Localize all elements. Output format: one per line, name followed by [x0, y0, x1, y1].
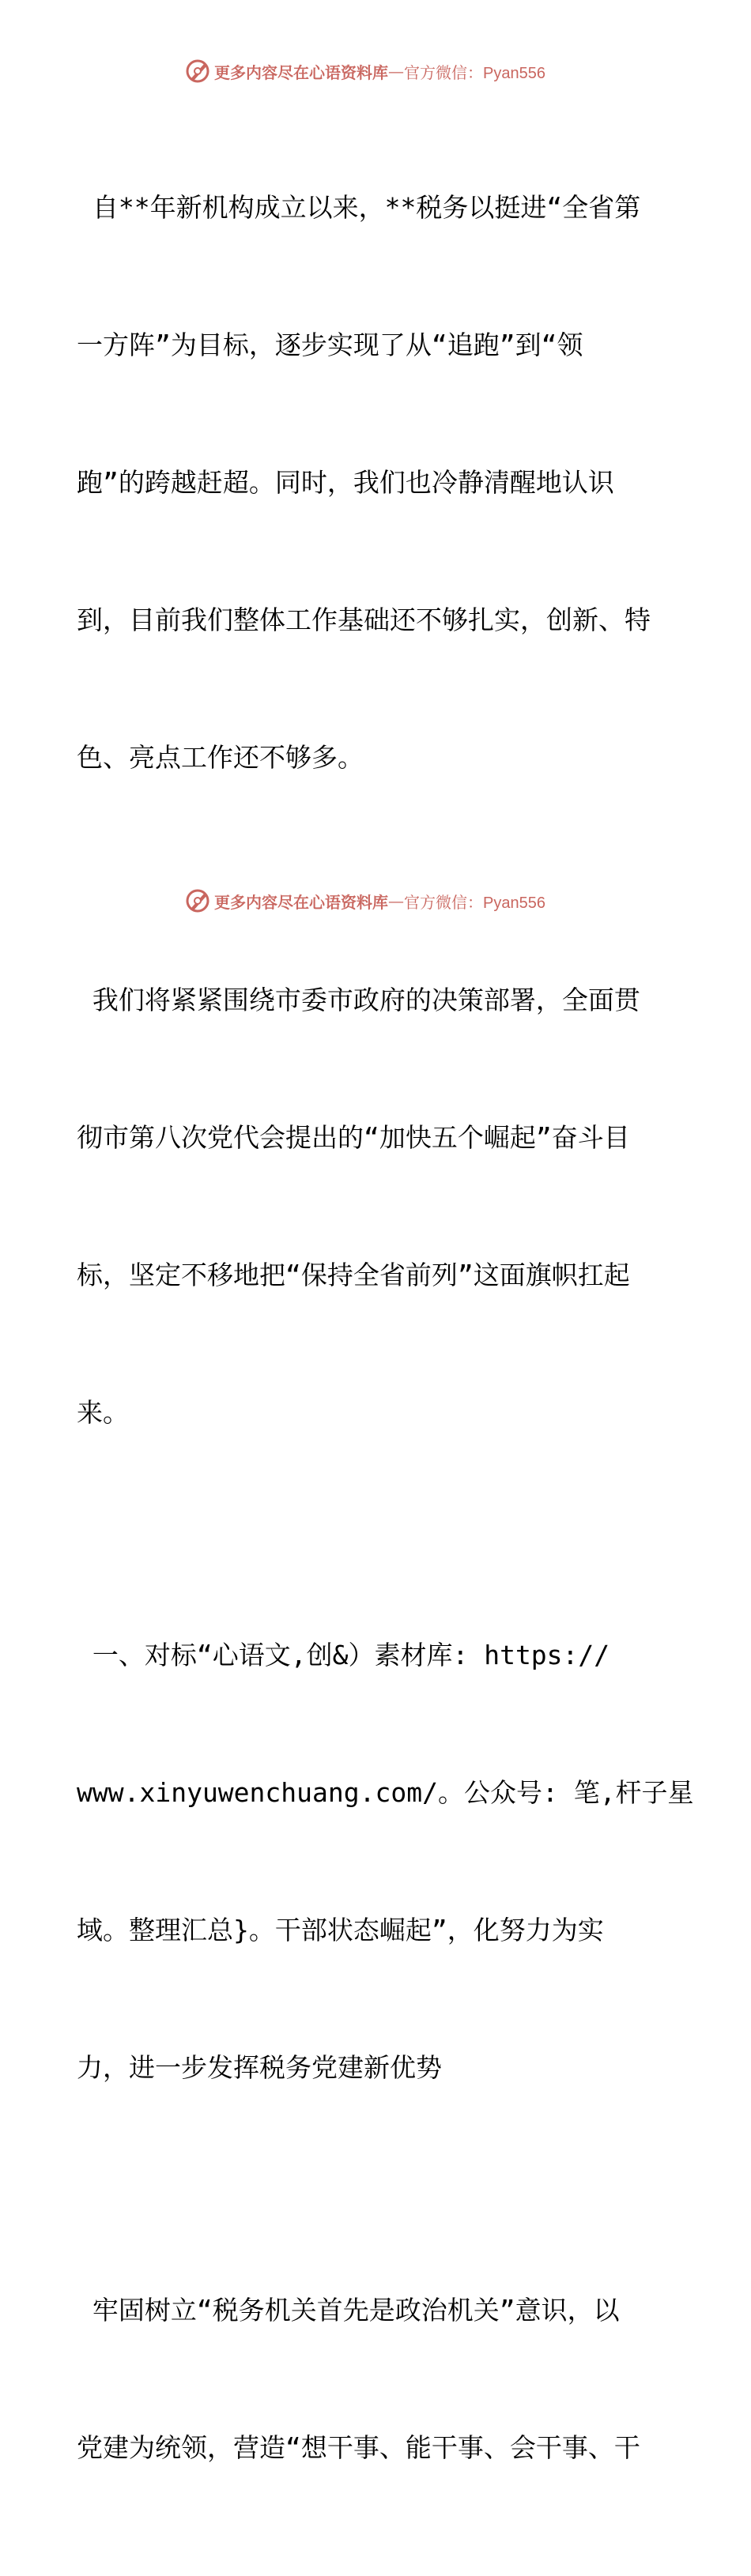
paragraph-4 [77, 2196, 677, 2563]
text-line: 彻市第八次党代会提出的“加快五个崛起”奋斗目 [77, 1122, 630, 1153]
pen-circle-logo-icon [184, 887, 211, 914]
text-line: 域。整理汇总}。干部状态崛起”，化努力为实 [77, 1915, 604, 1945]
pen-circle-logo-icon [184, 58, 211, 85]
text-line: 党建为统领，营造“想干事、能干事、会干事、干 [77, 2432, 640, 2463]
text-line: www.xinyuwenchuang.com/。公众号: 笔,杆子星 [77, 1777, 694, 1808]
text-line: 自**年新机构成立以来，**税务以挺进“全省第 [77, 192, 641, 223]
banner-brand-text: 更多内容尽在心语资料库 [214, 892, 388, 912]
paragraph-3 [77, 1541, 694, 2182]
footer-banner [184, 885, 545, 917]
header-banner [184, 55, 545, 87]
text-line: 一、对标“心语文,创&）素材库: https:// [77, 1640, 610, 1670]
banner-brand-text: 更多内容尽在心语资料库 [214, 62, 388, 82]
banner-wechat-text: 官方微信：Pyan556 [404, 64, 545, 82]
text-line: 来。 [77, 1397, 129, 1428]
text-line: 一方阵”为目标，逐步实现了从“追跑”到“领 [77, 330, 583, 360]
banner-separator: — [388, 891, 404, 910]
banner-separator: — [388, 62, 404, 81]
paragraph-1 [77, 93, 677, 872]
banner-wechat-text: 官方微信：Pyan556 [404, 894, 545, 912]
document-body [77, 93, 694, 2576]
text-line: 力，进一步发挥税务党建新优势 [77, 2052, 442, 2083]
text-line: 牢固树立“税务机关首先是政治机关”意识，以 [77, 2295, 620, 2326]
paragraph-2 [77, 886, 677, 1527]
text-line: 标，坚定不移地把“保持全省前列”这面旗帜扛起 [77, 1260, 630, 1290]
text-line: 到，目前我们整体工作基础还不够扎实，创新、特 [77, 604, 651, 635]
text-line: 我们将紧紧围绕市委市政府的决策部署，全面贯 [77, 985, 640, 1015]
text-line: 跑”的跨越赶超。同时，我们也冷静清醒地认识 [77, 467, 614, 498]
text-line: 色、亮点工作还不够多。 [77, 742, 364, 773]
